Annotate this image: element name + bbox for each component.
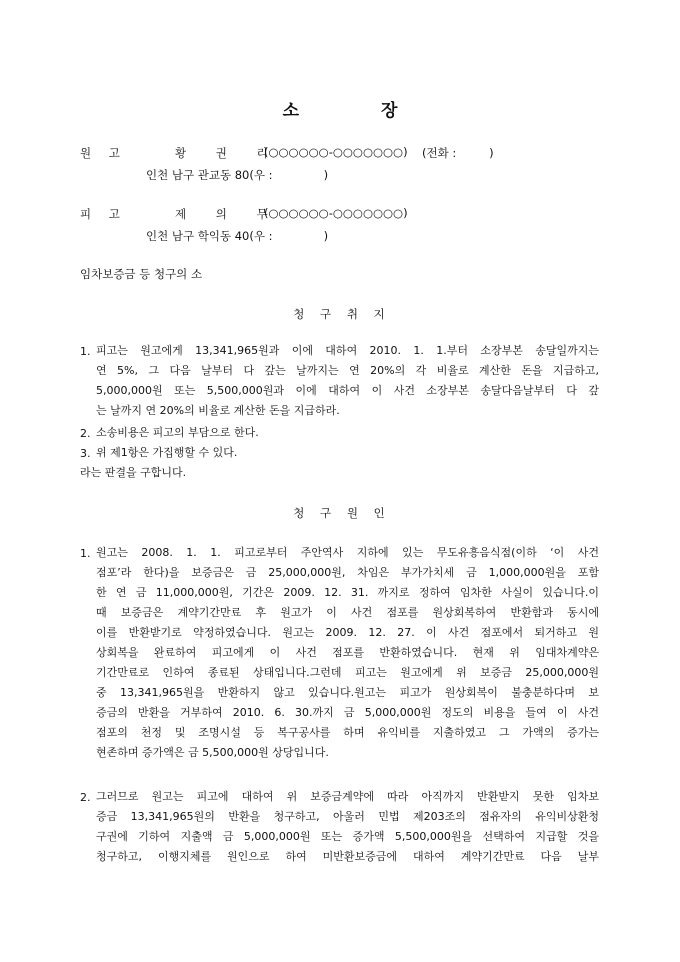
cause-item-1-line-10: 점포의 천정 및 조명시설 등 복구공사를 하며 유익비를 지출하였고 그 가액의 증가는 xyxy=(96,726,599,739)
purpose-item-2-line-1: 소송비용은 피고의 부담으로 한다. xyxy=(96,426,259,439)
cause-item-2-line-4: 청구하고, 이행지체를 원인으로 하여 미반환보증금에 대하여 계약기간만료 다음 날부 xyxy=(96,850,599,863)
defendant-address: 인천 남구 학익동 40(우 : ) xyxy=(146,229,329,243)
plaintiff-name: 황 권 리 xyxy=(175,146,268,160)
purpose-item-1-line-3: 5,000,000원 또는 5,500,000원과 이에 대하여 이 사건 소장부본 송달다음날부터 다 갚 xyxy=(96,384,599,397)
title-char-1: 소 xyxy=(282,101,299,121)
purpose-closing: 라는 판결을 구합니다. xyxy=(80,466,187,479)
cause-item-1-line-11: 현존하며 증가액은 금 5,500,000원 상당입니다. xyxy=(96,746,329,759)
purpose-item-1-line-2: 연 5%, 그 다음 날부터 다 갚는 날까지는 연 20%의 각 비율로 계산한 돈을 지급하고, xyxy=(96,364,599,377)
defendant-role: 피 고 xyxy=(80,207,120,221)
plaintiff-phone: (전화 : ) xyxy=(422,146,494,160)
cause-item-1-line-8: 중 13,341,965원을 반환하지 않고 있습니다.원고는 피고가 원상회복이 불충분하다며 보 xyxy=(96,686,599,699)
claim-cause-heading: 청 구 원 인 xyxy=(293,506,387,520)
cause-item-1-line-6: 상회복을 완료하여 피고에게 이 사건 점포를 반환하였습니다. 현재 위 임대차계약은 xyxy=(96,646,599,659)
cause-item-1-num: 1. xyxy=(80,547,91,560)
purpose-item-3-line-1: 위 제1항은 가집행할 수 있다. xyxy=(96,446,238,459)
purpose-item-1-line-1: 피고는 원고에게 13,341,965원과 이에 대하여 2010. 1. 1.부터 소장부본 송달일까지는 xyxy=(96,344,599,357)
purpose-item-3-num: 3. xyxy=(80,447,91,460)
plaintiff-role: 원 고 xyxy=(80,146,120,160)
purpose-item-1-line-4: 는 날까지 연 20%의 비율로 계산한 돈을 지급하라. xyxy=(96,404,340,417)
document-title xyxy=(0,96,680,121)
cause-item-2-line-3: 구권에 기하여 지출액 금 5,000,000원 또는 증가액 5,500,000원을 선택하여 지급할 것을 xyxy=(96,830,599,843)
cause-item-1-line-7: 기간만료로 인하여 종료된 상태입니다.그런데 피고는 원고에게 위 보증금 25,000,000원 xyxy=(96,666,599,679)
case-name: 임차보증금 등 청구의 소 xyxy=(80,267,203,281)
plaintiff-address: 인천 남구 관교동 80(우 : ) xyxy=(146,168,329,182)
purpose-item-2-num: 2. xyxy=(80,427,91,440)
cause-item-1-line-9: 증금의 반환을 거부하여 2010. 6. 30.까지 금 5,000,000원 정도의 비용을 들여 이 사건 xyxy=(96,706,599,719)
cause-item-2-line-1: 그러므로 원고는 피고에 대하여 위 보증금계약에 따라 아직까지 반환받지 못한 임차보 xyxy=(96,790,599,803)
cause-item-1-line-1: 원고는 2008. 1. 1. 피고로부터 주안역사 지하에 있는 무도유흥음식점(이하 ‘이 사건 xyxy=(96,546,599,559)
cause-item-1-line-3: 한 연 금 11,000,000원, 기간은 2009. 12. 31. 까지로 정하여 임차한 사실이 있습니다.이 xyxy=(96,586,599,599)
defendant-name: 제 의 무 xyxy=(175,207,268,221)
cause-item-2-line-2: 증금 13,341,965원의 반환을 청구하고, 아울러 민법 제203조의 점유자의 유익비상환청 xyxy=(96,810,599,823)
defendant-id: (○○○○○○-○○○○○○○) xyxy=(264,206,408,220)
cause-item-1-line-4: 때 보증금은 계약기간만료 후 원고가 이 사건 점포를 원상회복하여 반환함과 동시에 xyxy=(96,606,599,619)
cause-item-1-line-2: 점포’라 한다)을 보증금은 금 25,000,000원, 차임은 부가가치세 금 1,000,000원을 포함 xyxy=(96,566,599,579)
purpose-item-1-num: 1. xyxy=(80,345,91,358)
claim-purpose-heading: 청 구 취 지 xyxy=(293,307,387,321)
title-char-2: 장 xyxy=(381,101,398,121)
cause-item-2-num: 2. xyxy=(80,791,91,804)
cause-item-1-line-5: 이를 반환받기로 약정하였습니다. 원고는 2009. 12. 27. 이 사건 점포에서 퇴거하고 원 xyxy=(96,626,599,639)
plaintiff-id: (○○○○○○-○○○○○○○) xyxy=(264,145,408,159)
